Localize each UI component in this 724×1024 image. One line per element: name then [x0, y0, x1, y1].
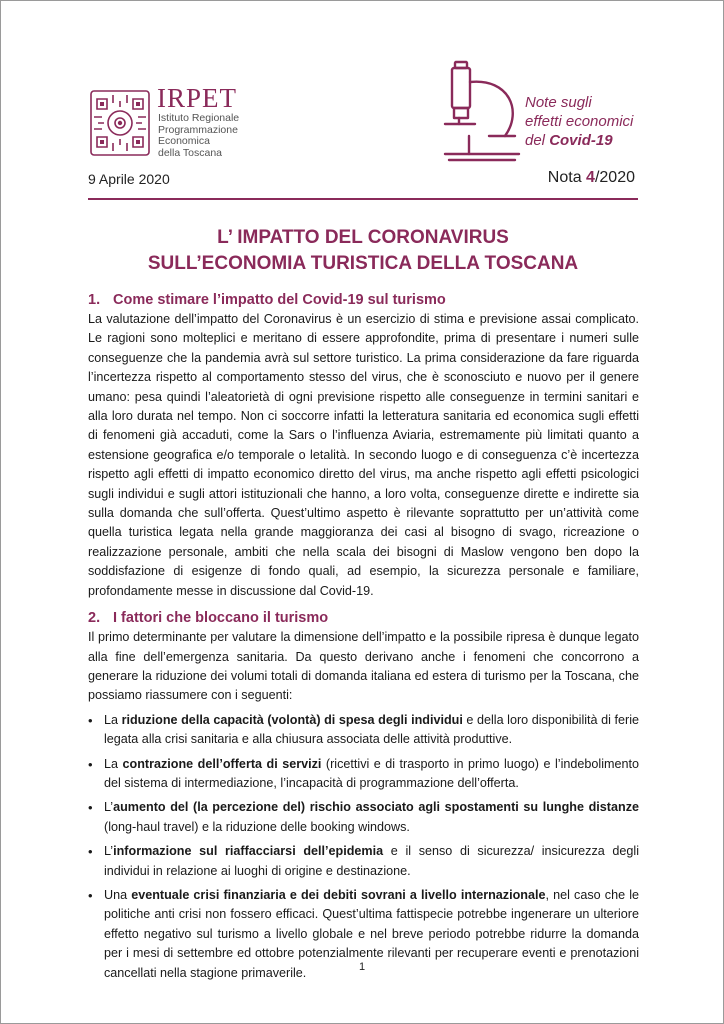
bullet-pre: L’: [104, 800, 114, 815]
page-number: 1: [358, 961, 366, 973]
factor-list: [88, 711, 639, 983]
note-tag-line: effetti economici: [525, 113, 634, 130]
irpet-logo: [89, 83, 259, 161]
bullet-bold: informazione sul riaffacciarsi dell’epidemia: [113, 844, 384, 859]
irpet-logo-icon: [89, 89, 151, 157]
note-tag-line: Note sugli: [525, 94, 592, 111]
bullet-post: , nel caso che le politiche anti crisi non fossero efficaci. Quest’ultima fattispecie potrebbe ingenerare un ulteriore effetto negativo sul turismo a livello globale e nel breve periodo potrebbe ridurre la domanda per i mesi di settembre ed ottobre potenzialmente rilevanti per recuperare eventi e prenotazioni cancellati nella stagione primaverile.: [104, 887, 639, 980]
bullet-pre: Una: [104, 887, 132, 902]
section-number: 2.: [88, 610, 101, 627]
irpet-subtitle-line: Programmazione: [158, 123, 238, 136]
section-number: 1.: [88, 292, 101, 308]
bullet-bold: eventuale crisi finanziaria e dei debiti sovrani a livello internazionale: [131, 887, 546, 902]
title-line-1: L’ IMPATTO DEL CORONAVIRUS: [217, 227, 509, 248]
note-tag-covid: Covid-19: [549, 132, 613, 149]
section-2-paragraph: Il primo determinante per valutare la dimensione dell’impatto e la possibile ripresa è dunque legato alla fine dell’emergenza sanitaria. Da questo derivano anche i fenomeni che concorrono a generare la riduzione dei volumi totali di domanda italiana ed estera di turismo per la Toscana, che possiamo riassumere con i seguenti:: [88, 630, 639, 703]
list-item: [88, 755, 639, 794]
section-title: I fattori che bloccano il turismo: [113, 610, 329, 627]
bullet-post: e della loro disponibilità di ferie legata alla crisi sanitaria e alla chiusura associata delle attività produttive.: [104, 712, 639, 747]
bullet-bold: riduzione della capacità (volontà) di spesa degli individui: [121, 712, 463, 727]
nota-number: [548, 169, 635, 187]
irpet-subtitle: [158, 113, 239, 159]
bullet-pre: La: [104, 712, 122, 727]
bullet-pre: L’: [104, 844, 114, 859]
nota-suffix: /2020: [594, 169, 635, 186]
nota-num: 4: [586, 169, 595, 186]
section-1-heading: [88, 291, 639, 310]
irpet-subtitle-line: Economica: [158, 135, 210, 147]
bullet-bold: contrazione dell’offerta di servizi: [122, 756, 322, 771]
microscope-icon: [439, 56, 531, 166]
irpet-subtitle-line: Istituto Regionale: [158, 112, 240, 124]
note-series-tag: [525, 93, 633, 150]
list-item: [88, 842, 639, 881]
page-title: [88, 225, 638, 277]
header-divider: [88, 198, 638, 200]
note-tag-line: [525, 131, 633, 150]
bullet-bold: aumento del (la percezione del) rischio associato agli spostamenti su lunghe distanze: [113, 800, 639, 815]
section-1-paragraph: La valutazione dell’impatto del Coronavirus è un esercizio di stima e previsione assai complicato. Le ragioni sono molteplici e meritano di essere approfondite, prima di presentare i numeri sulle conseguenze che la pandemia avrà sul settore turistico. La prima considerazione da fare riguarda l’incertezza rispetto al comportamento stesso del virus, che è sconosciuto e nuovo per il genere umano: pesa quindi l’aleatorietà di ogni previsione rispetto alle conseguenze in termini sanitari e alla loro durata nel tempo. Non ci soccorre infatti la letteratura sanitaria ed economica sugli effetti di fenomeni già accaduti, come la Sars o l’influenza Aviaria, estremamente più limitati quanto a estensione geografica e/o temporale o letalità. In secondo luogo e di conseguenza c’è incertezza rispetto agli effetti di impatto economico diretto del virus, ma anche rispetto agli effetti psicologici sugli individui e sugli attori istituzionali che hanno, a loro volta, conseguenze dirette e indirette sia sulla domanda che sull’offerta. Quest’ultimo aspetto è rilevante soprattutto per un’attività come quella turistica legata nella grande maggioranza dei casi al bisogno di svago, ricreazione o realizzazione personale, ambiti che nella scala dei bisogni di Maslow vengono ben dopo la soddisfazione di esigenze di fondo quali, ad esempio, la sicurezza personale e familiare, profondamente messe in discussione dal Covid-19.: [88, 312, 639, 598]
bullet-post: (long-haul travel) e la riduzione delle booking windows.: [104, 819, 410, 834]
irpet-subtitle-line: della Toscana: [158, 146, 223, 159]
publication-date: 9 Aprile 2020: [88, 171, 170, 187]
nota-prefix: Nota: [547, 169, 587, 186]
list-item: [88, 711, 639, 750]
note-tag-line-text: del: [525, 132, 550, 149]
list-item: [88, 798, 639, 837]
irpet-wordmark: IRPET: [157, 83, 238, 113]
section-title: Come stimare l’impatto del Covid-19 sul turismo: [113, 292, 446, 308]
section-2-heading: [88, 609, 639, 628]
bullet-pre: La: [104, 756, 123, 771]
bullet-post: e il senso di sicurezza/ insicurezza degli individui in relazione ai luoghi di origine e destinazione.: [104, 844, 640, 878]
bullet-post: (ricettivi e di trasporto in primo luogo) e l’indebolimento del sistema di intermediazione, l’incapacità di programmazione dell’offerta.: [104, 756, 639, 790]
title-line-2: SULL’ECONOMIA TURISTICA DELLA TOSCANA: [147, 253, 579, 274]
document-body: [88, 291, 639, 983]
